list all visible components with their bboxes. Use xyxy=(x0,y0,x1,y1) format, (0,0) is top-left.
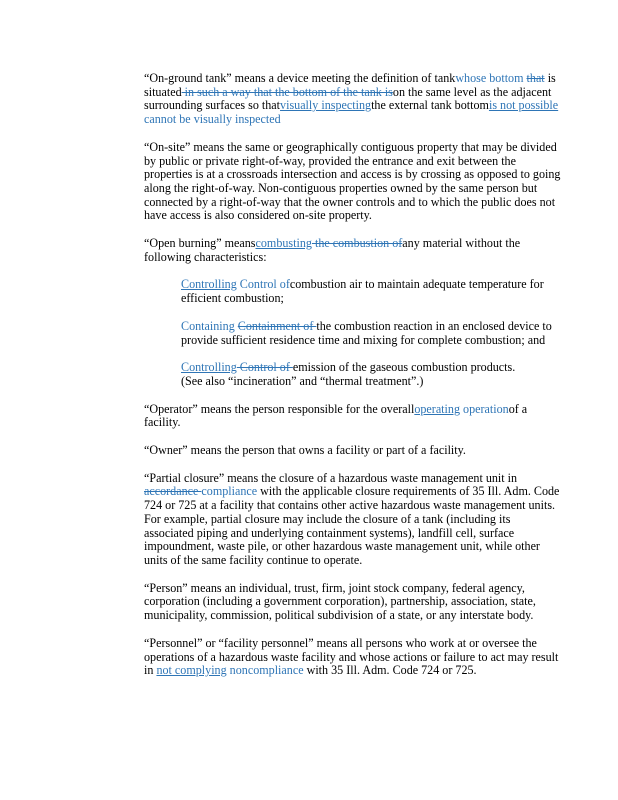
definition-text: “Open burning” means xyxy=(144,236,256,251)
definition-text: with 35 Ill. Adm. Code 724 or 725. xyxy=(303,663,477,678)
definition-on-site: “On-site” means the same or geographically contiguous property that may be divided by public or private right-of-way, provided the entrance and exit between the properties is at a crossroads intersection and access is by crossing as opposed to going along the right-of-way. Non-contiguous properties owned by the same person but connected by a right-of-way that the owner controls and to which the public does not have access is also considered on-site property. xyxy=(144,139,561,223)
definition-open-burning xyxy=(144,237,562,264)
open-burning-item-2 xyxy=(181,320,562,347)
inserted-text: visually inspecting xyxy=(280,98,372,113)
definition-owner: “Owner” means the person that owns a facility or part of a facility. xyxy=(144,443,466,458)
inserted-text: Controlling xyxy=(181,360,237,375)
definition-text: combustion air to maintain adequate temperature for efficient combustion; xyxy=(181,277,544,306)
definition-personnel xyxy=(144,637,562,678)
inserted-text: operation xyxy=(460,401,509,416)
definition-partial-closure xyxy=(144,472,562,568)
inserted-text: compliance xyxy=(201,484,258,499)
document-page xyxy=(144,72,562,692)
definition-text: “Operator” means the person responsible for the overall xyxy=(144,401,415,416)
deleted-text: accordance xyxy=(144,484,202,499)
definition-text: with the applicable closure requirements of 35 Ill. Adm. Code 724 or 725 at a facility that contains other active hazardous waste management units. For example, partial closure may include the closure of a tank (including its associated piping and underlying containment systems), landfill cell, surface impoundment, waste pile, or other hazardous waste management unit, while other units of the same facility continue to operate. xyxy=(144,484,560,567)
definition-text: any material without the following characteristics: xyxy=(144,236,521,264)
deleted-text: the combustion of xyxy=(311,236,403,251)
inserted-text: operating xyxy=(414,401,460,416)
inserted-text: whose bottom xyxy=(455,71,527,85)
inserted-text: not complying xyxy=(156,663,227,678)
definition-text: of a facility. xyxy=(144,401,528,430)
see-also-note: (See also “incineration” and “thermal treatment”.) xyxy=(181,373,424,388)
definition-text: “Personnel” or “facility personnel” means all persons who work at or oversee the operations of a hazardous waste facility and whose actions or failure to act may result in xyxy=(144,635,559,678)
deleted-text: that xyxy=(526,71,545,85)
definition-text: the combustion reaction in an enclosed device to provide sufficient residence time and mixing for complete combustion; and xyxy=(181,318,552,347)
definition-text: emission of the gaseous combustion products. xyxy=(292,360,516,375)
open-burning-item-1 xyxy=(181,278,562,305)
definition-text: on the same level as the adjacent surrounding surfaces so that xyxy=(144,84,552,113)
deleted-text: in such a way that the bottom of the tank is xyxy=(181,84,393,99)
open-burning-item-3 xyxy=(181,361,562,388)
definition-operator xyxy=(144,403,562,430)
definition-text: “Partial closure” means the closure of a hazardous waste management unit in xyxy=(144,470,518,485)
definition-text: is situated xyxy=(144,71,556,99)
inserted-text: combusting xyxy=(255,236,312,251)
inserted-text: is not possible xyxy=(488,98,559,113)
definition-text: “On-ground tank” means a device meeting the definition of tank xyxy=(144,71,456,85)
inserted-text: cannot be visually inspected xyxy=(144,112,281,127)
inserted-text: Containing xyxy=(181,318,238,333)
definition-text: the external tank bottom xyxy=(371,98,489,113)
inserted-text: Control of xyxy=(236,277,290,292)
deleted-text: Containment of xyxy=(237,318,317,333)
definition-on-ground-tank xyxy=(144,72,562,127)
definition-person: “Person” means an individual, trust, firm, joint stock company, federal agency, corporation (including a government corporation), partnership, association, state, municipality, commission, political subdivision of a state, or any interstate body. xyxy=(144,580,536,623)
inserted-text: Controlling xyxy=(181,277,237,292)
inserted-text: noncompliance xyxy=(226,663,304,678)
deleted-text: Control of xyxy=(236,360,293,375)
